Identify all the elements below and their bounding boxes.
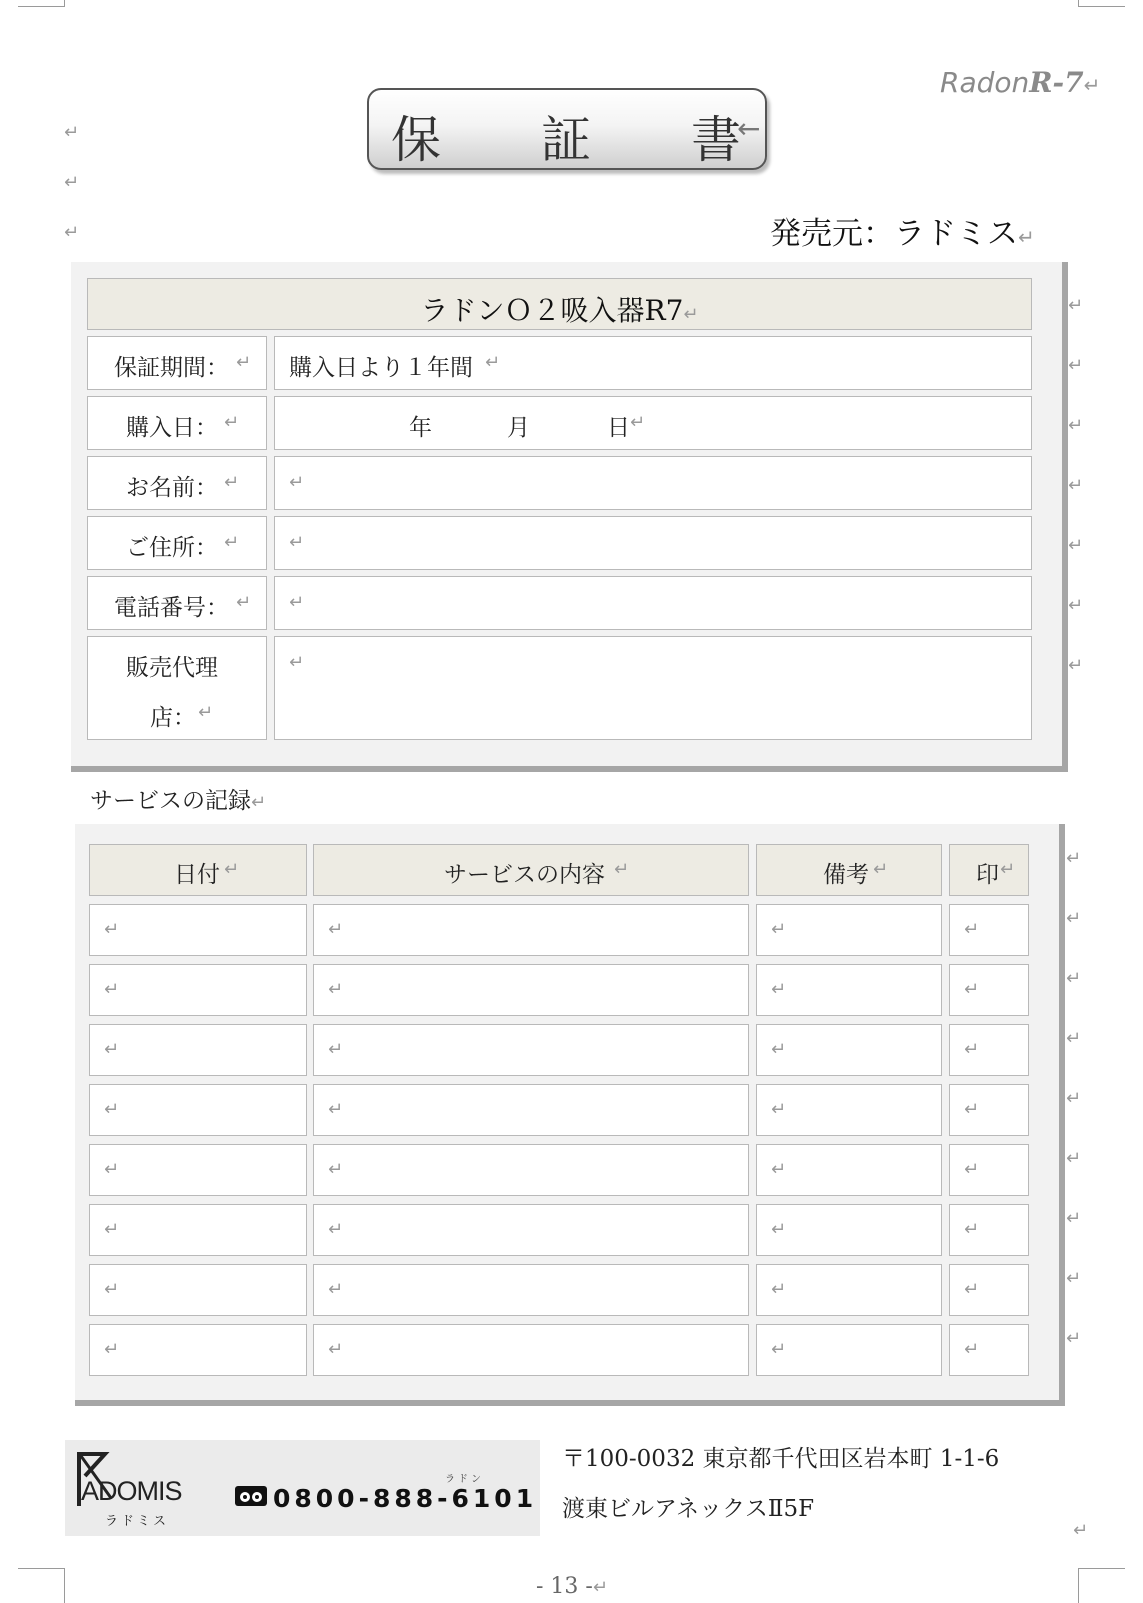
service-content-cell[interactable]: [313, 1144, 749, 1196]
phone-field[interactable]: ↵: [274, 576, 1032, 630]
name-label-cell: お名前： ↵: [87, 456, 267, 510]
service-content-cell[interactable]: [313, 1024, 749, 1076]
service-seal-cell[interactable]: [949, 1024, 1029, 1076]
service-seal-cell[interactable]: [949, 964, 1029, 1016]
service-content-cell[interactable]: [313, 1324, 749, 1376]
service-record-table: [75, 824, 1065, 1406]
paragraph-mark: ↵: [964, 919, 980, 940]
day-label: 日: [607, 415, 630, 441]
service-seal-cell[interactable]: [949, 1084, 1029, 1136]
service-remarks-cell[interactable]: [756, 964, 942, 1016]
paragraph-mark: ↵: [328, 1219, 344, 1240]
paragraph-mark: ↵: [104, 1159, 120, 1180]
month-label: 月: [507, 415, 530, 441]
service-date-cell[interactable]: [89, 964, 307, 1016]
paragraph-mark: ↵: [104, 1339, 120, 1360]
service-remarks-cell[interactable]: [756, 1024, 942, 1076]
dealer-label: 販売代理: [126, 655, 218, 681]
paragraph-mark: ↵: [328, 1039, 344, 1060]
paragraph-mark: ↵: [328, 1339, 344, 1360]
paragraph-mark: ↵: [64, 122, 80, 143]
service-remarks-cell[interactable]: [756, 1084, 942, 1136]
row-end-mark: ↵: [1068, 355, 1084, 376]
warranty-period-label: 保証期間：: [114, 355, 229, 381]
row-end-mark: ↵: [1066, 1208, 1082, 1229]
row-end-mark: ↵: [1068, 415, 1084, 436]
service-date-cell[interactable]: [89, 1084, 307, 1136]
service-date-cell[interactable]: [89, 1324, 307, 1376]
row-end-mark: ↵: [1068, 295, 1084, 316]
address-label-cell: ご住所： ↵: [87, 516, 267, 570]
title-char-3: 書: [691, 111, 741, 169]
paragraph-mark: ↵: [328, 979, 344, 1000]
service-content-cell[interactable]: [313, 1084, 749, 1136]
paragraph-mark: ↵: [771, 1159, 787, 1180]
warranty-period-value: 購入日より１年間: [289, 355, 473, 381]
logo-subtext: ラドミス: [105, 1514, 170, 1529]
row-end-mark: ↵: [1068, 535, 1084, 556]
service-content-cell[interactable]: [313, 904, 749, 956]
phone-ruby: ラドン: [445, 1474, 484, 1485]
product-name: ラドンＯ２吸入器R7: [420, 294, 684, 327]
row-end-mark: ↵: [1066, 1088, 1082, 1109]
paragraph-mark: ↵: [771, 1339, 787, 1360]
name-label: お名前：: [126, 475, 218, 501]
row-end-mark: ↵: [1066, 1328, 1082, 1349]
header-date: 日付 ↵: [89, 844, 307, 896]
address-line-1: 〒100-0032 東京都千代田区岩本町 1-1-6: [562, 1446, 1000, 1472]
header-remarks: 備考 ↵: [756, 844, 942, 896]
row-end-mark: ↵: [1066, 1028, 1082, 1049]
row-end-mark: ↵: [1066, 848, 1082, 869]
paragraph-mark: ↵: [771, 1219, 787, 1240]
service-remarks-cell[interactable]: [756, 1264, 942, 1316]
row-end-mark: ↵: [1068, 475, 1084, 496]
paragraph-mark: ↵: [964, 1219, 980, 1240]
service-date-cell[interactable]: [89, 904, 307, 956]
service-remarks-cell[interactable]: [756, 1144, 942, 1196]
warranty-period-label-cell: 保証期間： ↵: [87, 336, 267, 390]
service-content-cell[interactable]: [313, 1204, 749, 1256]
product-name-cell: ラドンＯ２吸入器R7↵: [87, 278, 1032, 330]
crop-mark-bottom-left: [18, 1568, 65, 1603]
service-date-cell[interactable]: [89, 1264, 307, 1316]
purchase-date-label-cell: 購入日： ↵: [87, 396, 267, 450]
row-end-mark: ↵: [1068, 655, 1084, 676]
logo-text: ADOMIS: [81, 1476, 182, 1506]
service-seal-cell[interactable]: [949, 1144, 1029, 1196]
warranty-period-value-cell: 購入日より１年間 ↵: [274, 336, 1032, 390]
paragraph-mark: ↵: [104, 1039, 120, 1060]
row-end-mark: ↵: [1068, 595, 1084, 616]
crop-mark-top-left: [18, 0, 65, 7]
row-end-mark: ↵: [1066, 908, 1082, 929]
free-dial-icon: [235, 1486, 267, 1506]
paragraph-mark: ↵: [104, 979, 120, 1000]
paragraph-mark: ↵: [964, 1339, 980, 1360]
row-end-mark: ↵: [1066, 1148, 1082, 1169]
row-end-mark: ↵: [1066, 968, 1082, 989]
paragraph-mark: ↵: [964, 1039, 980, 1060]
return-arrow-icon: ←: [737, 112, 761, 145]
dealer-field[interactable]: ↵: [274, 636, 1032, 740]
service-seal-cell[interactable]: [949, 1264, 1029, 1316]
service-seal-cell[interactable]: [949, 1324, 1029, 1376]
purchase-date-field[interactable]: 年 月 日 ↵: [274, 396, 1032, 450]
paragraph-mark: ↵: [328, 1159, 344, 1180]
model-code: RadonR-7↵: [940, 66, 1101, 99]
paragraph-mark: ↵: [328, 1279, 344, 1300]
title-char-2: 証: [541, 111, 591, 169]
paragraph-mark: ↵: [771, 919, 787, 940]
header-seal: 印 ↵: [949, 844, 1029, 896]
service-date-cell[interactable]: [89, 1144, 307, 1196]
paragraph-mark: ↵: [104, 1219, 120, 1240]
service-date-cell[interactable]: [89, 1024, 307, 1076]
service-content-cell[interactable]: [313, 964, 749, 1016]
row-end-mark: ↵: [1066, 1268, 1082, 1289]
service-remarks-cell[interactable]: [756, 904, 942, 956]
purchase-date-label: 購入日：: [126, 415, 218, 441]
paragraph-mark: ↵: [104, 1099, 120, 1120]
paragraph-mark: ↵: [1073, 1520, 1089, 1541]
paragraph-mark: ↵: [771, 1279, 787, 1300]
service-date-cell[interactable]: [89, 1204, 307, 1256]
paragraph-mark: ↵: [771, 979, 787, 1000]
address-field[interactable]: ↵: [274, 516, 1032, 570]
year-label: 年: [409, 415, 432, 441]
service-seal-cell[interactable]: [949, 1204, 1029, 1256]
company-banner: [65, 1440, 540, 1536]
address-line-2: 渡東ビルアネックスⅡ5F: [562, 1496, 815, 1522]
dealer-label-cell: 販売代理 店： ↵: [87, 636, 267, 740]
paragraph-mark: ↵: [104, 1279, 120, 1300]
paragraph-mark: ↵: [328, 919, 344, 940]
crop-mark-top-right: [1078, 0, 1125, 7]
paragraph-mark: ↵: [104, 919, 120, 940]
name-field[interactable]: ↵: [274, 456, 1032, 510]
service-remarks-cell[interactable]: [756, 1324, 942, 1376]
crop-mark-bottom-right: [1078, 1568, 1125, 1603]
seller-label: 発売元：ラドミス↵: [770, 216, 1035, 252]
paragraph-mark: ↵: [964, 979, 980, 1000]
page-number: - 13 -↵: [536, 1574, 608, 1599]
service-record-heading: サービスの記録↵: [90, 788, 267, 814]
paragraph-mark: ↵: [964, 1099, 980, 1120]
service-remarks-cell[interactable]: [756, 1204, 942, 1256]
paragraph-mark: ↵: [64, 222, 80, 243]
paragraph-mark: ↵: [964, 1279, 980, 1300]
paragraph-mark: ↵: [771, 1039, 787, 1060]
paragraph-mark: ↵: [328, 1099, 344, 1120]
title-char-1: 保: [391, 111, 441, 169]
address-label: ご住所：: [126, 535, 218, 561]
phone-number: 0800-888-6101: [273, 1484, 538, 1513]
dealer-label-line2: 店：: [150, 705, 196, 731]
paragraph-mark: ↵: [964, 1159, 980, 1180]
service-seal-cell[interactable]: [949, 904, 1029, 956]
paragraph-mark: ↵: [771, 1099, 787, 1120]
service-content-cell[interactable]: [313, 1264, 749, 1316]
phone-label: 電話番号：: [114, 595, 229, 621]
warranty-table: [71, 262, 1068, 772]
header-content: サービスの内容 ↵: [313, 844, 749, 896]
paragraph-mark: ↵: [64, 172, 80, 193]
document-title: [367, 88, 767, 170]
phone-label-cell: 電話番号： ↵: [87, 576, 267, 630]
